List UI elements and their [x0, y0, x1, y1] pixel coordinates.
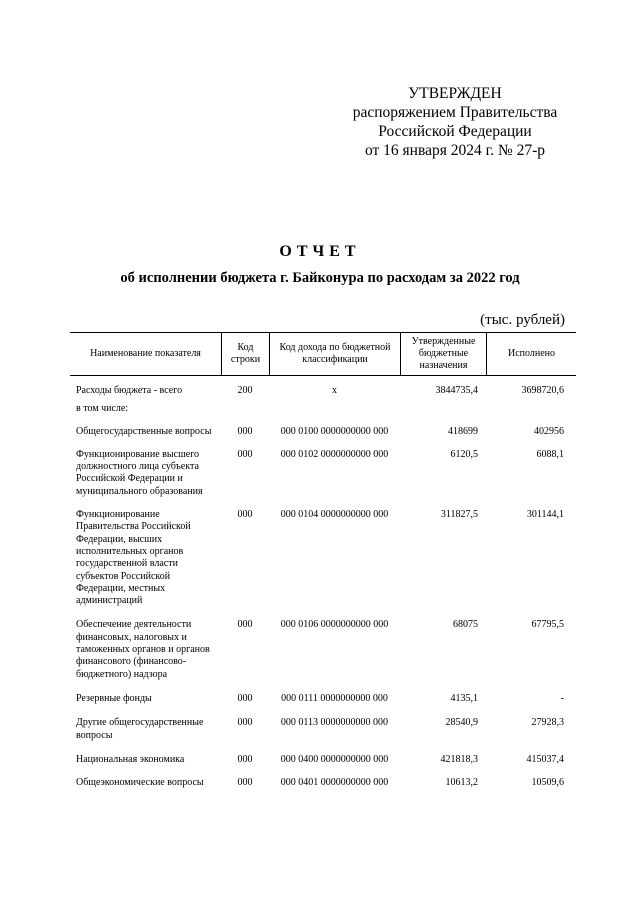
header-name: Наименование показателя — [90, 348, 201, 359]
header-line-code: Код строки — [221, 333, 269, 375]
row-executed: 10509,6 — [531, 777, 564, 789]
row-line-code — [221, 403, 269, 415]
table-row — [70, 619, 576, 680]
row-approved: 10613,2 — [445, 777, 478, 789]
row-name: Национальная экономика — [76, 753, 185, 765]
table-body — [70, 385, 576, 789]
row-name: Общегосударственные вопросы — [76, 425, 212, 437]
row-executed: 402956 — [534, 425, 564, 437]
approval-date-number: от 16 января 2024 г. № 27-р — [364, 142, 546, 159]
row-executed: 3698720,6 — [521, 385, 564, 396]
table-row — [70, 754, 576, 766]
row-executed: 67795,5 — [531, 619, 564, 631]
row-executed: - — [560, 692, 564, 704]
row-name: Другие общегосударственные вопросы — [76, 717, 204, 741]
row-executed: 27928,3 — [531, 717, 564, 729]
table-header — [70, 333, 576, 376]
row-line-code: 000 — [237, 448, 253, 460]
row-budget-code: 000 0111 0000000000 000 — [281, 692, 388, 704]
row-name: Общеэкономические вопросы — [76, 777, 204, 789]
row-budget-code: х — [332, 385, 337, 396]
approval-block — [330, 84, 580, 160]
row-name: Обеспечение деятельности финансовых, налоговых и таможенных органов и органов финансового (финансово-бюджетного) надзора — [76, 619, 210, 680]
header-budget-code: Код дохода по бюджетной классификации — [269, 333, 400, 375]
report-title: ОТЧЕТ — [279, 243, 361, 260]
row-executed: 6088,1 — [536, 448, 564, 460]
row-budget-code: 000 0104 0000000000 000 — [280, 509, 389, 521]
table-row — [70, 403, 576, 415]
row-approved: 6120,5 — [450, 448, 478, 460]
row-approved: 421818,3 — [440, 753, 478, 765]
row-name: в том числе: — [76, 403, 129, 415]
approval-by: распоряжением Правительства — [352, 104, 558, 121]
row-approved: 3844735,4 — [435, 385, 478, 396]
row-name: Функционирование высшего должностного лица субъекта Российской Федерации и муниципального образования — [76, 448, 203, 497]
units-label: (тыс. рублей) — [480, 312, 565, 328]
row-executed: 301144,1 — [526, 509, 564, 521]
row-line-code: 000 — [237, 692, 253, 704]
row-budget-code: 000 0100 0000000000 000 — [280, 425, 389, 437]
row-budget-code: 000 0102 0000000000 000 — [280, 448, 389, 460]
row-name: Резервные фонды — [76, 692, 152, 704]
table-row — [70, 777, 576, 789]
row-approved: 4135,1 — [450, 692, 478, 704]
row-budget-code: 000 0400 0000000000 000 — [280, 753, 389, 765]
row-executed: 415037,4 — [526, 753, 564, 765]
expenditure-table — [70, 332, 576, 789]
row-executed — [486, 403, 576, 415]
row-approved: 418699 — [448, 425, 478, 437]
table-row — [70, 385, 576, 397]
row-budget-code: 000 0113 0000000000 000 — [280, 717, 389, 729]
header-approved: Утвержденные бюджетные назначения — [400, 333, 486, 375]
report-subtitle: об исполнении бюджета г. Байконура по расходам за 2022 год — [120, 270, 520, 286]
row-name: Функционирование Правительства Российской Федерации, высших исполнительных органов государственной власти субъектов Российской Федерации, местных администраций — [76, 509, 191, 607]
approval-authority: Российской Федерации — [378, 123, 532, 140]
table-row — [70, 693, 576, 705]
approval-status: УТВЕРЖДЕН — [408, 85, 502, 102]
table-row — [70, 509, 576, 607]
row-approved: 28540,9 — [445, 717, 478, 729]
row-line-code: 000 — [237, 753, 253, 765]
header-executed: Исполнено — [486, 333, 576, 375]
row-budget-code — [269, 403, 400, 415]
row-line-code: 200 — [237, 385, 253, 396]
row-line-code: 000 — [237, 425, 253, 437]
row-line-code: 000 — [237, 777, 253, 789]
row-approved — [400, 403, 486, 415]
row-line-code: 000 — [237, 509, 253, 521]
row-name: Расходы бюджета - всего — [76, 385, 183, 396]
row-budget-code: 000 0106 0000000000 000 — [280, 619, 389, 631]
row-line-code: 000 — [237, 717, 253, 729]
table-row — [70, 717, 576, 742]
row-budget-code: 000 0401 0000000000 000 — [280, 777, 389, 789]
row-approved: 68075 — [453, 619, 478, 631]
row-approved: 311827,5 — [440, 509, 478, 521]
row-line-code: 000 — [237, 619, 253, 631]
table-row — [70, 426, 576, 438]
table-row — [70, 449, 576, 498]
